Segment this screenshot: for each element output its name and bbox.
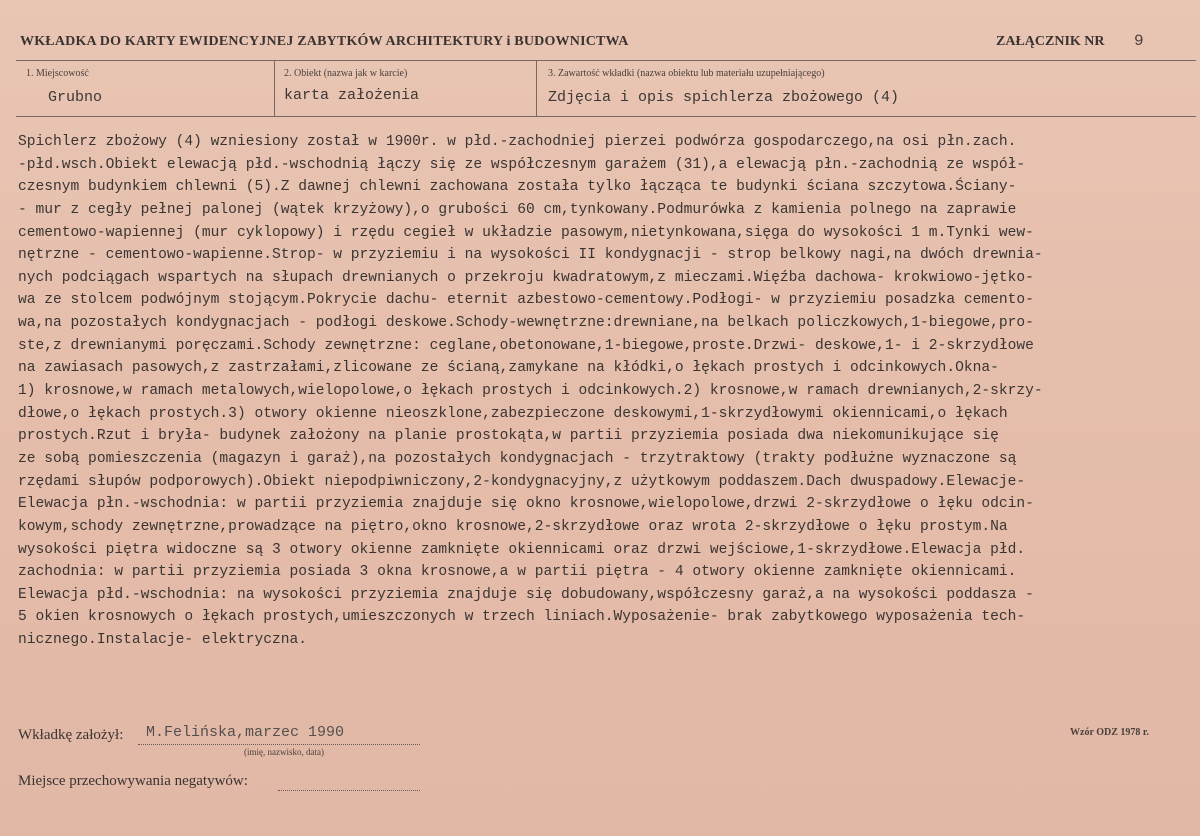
annex-number: 9 (1134, 32, 1144, 50)
card-title: WKŁADKA DO KARTY EWIDENCYJNEJ ZABYTKÓW ARCHITEKTURY i BUDOWNICTWA (20, 34, 629, 49)
description-line: cementowo-wapiennej (mur cyklopowy) i rzędu cegieł w układzie pasowym,nietynkowana,sięga do wysokości 1 m.Tynki wew- (18, 224, 1034, 241)
description-line: - mur z cegły pełnej palonej (wątek krzyżowy),o grubości 60 cm,tynkowany.Podmurówka z kamienia polnego na zaprawie (18, 201, 1017, 218)
description-line: wysokości piętra widoczne są 3 otwory okienne zamknięte okiennicami oraz drzwi wejściowe,1-skrzydłowe.Elewacja płd. (18, 541, 1026, 558)
description-line: zachodnia: w partii przyziemia posiada 3 okna krosnowe,a w partii piętra - 4 otwory okienne zamknięte okiennicami. (18, 564, 1017, 581)
description-line: czesnym budynkiem chlewni (5).Z dawnej chlewni zachowana została tylko łącząca te budynki ściana szczytowa.Ściany- (18, 179, 1017, 196)
author-hint: (imię, nazwisko, data) (244, 747, 324, 757)
description-line: Elewacja płd.-wschodnia: na wysokości przyziemia znajduje się dobudowany,współczesny garaż,a na wysokości poddasza - (18, 586, 1034, 603)
description-line: nicznego.Instalacje- elektryczna. (18, 632, 308, 649)
annex-label: ZAŁĄCZNIK NR (996, 34, 1105, 49)
author-dotted-line (138, 744, 420, 745)
field-divider-2 (536, 60, 537, 116)
header-divider-top (16, 60, 1196, 61)
description-line: 1) krosnowe,w ramach metalowych,wielopolowe,o łękach prostych i odcinkowych.2) krosnowe,w ramach drewnianych,2-skrzy- (18, 383, 1043, 400)
pattern-note: Wzór ODZ 1978 r. (1070, 727, 1149, 738)
description-line: kowym,schody zewnętrzne,prowadzące na piętro,okno krosnowe,2-skrzydłowe oraz wrota 2-skrzydłowe o łęku prostym.Na (18, 518, 1008, 535)
locality-label: 1. Miejscowość (26, 68, 89, 79)
description-line: nętrzne - cementowo-wapienne.Strop- w przyziemiu i na wysokości II kondygnacji - strop belkowy nagi,na dwóch drewnia- (18, 247, 1043, 264)
description-line: prostych.Rzut i bryła- budynek założony na planie prostokąta,w partii przyziemia posiada dwa niekomunikujące się (18, 428, 999, 445)
description-text (18, 131, 1190, 652)
description-line: nych podciągach wspartych na słupach drewnianych o przekroju kwadratowym,z mieczami.Więźba dachowa- krokwiowo-jętko- (18, 269, 1034, 286)
object-value: karta założenia (284, 87, 420, 104)
description-line: na zawiasach pasowych,z zastrzałami,zlicowane ze ścianą,zamykane na kłódki,o łękach prostych i odcinkowych.Okna- (18, 360, 999, 377)
description-line: Spichlerz zbożowy (4) wzniesiony został w 1900r. w płd.-zachodniej pierzei podwórza gospodarczego,na osi płn.zach. (18, 134, 1017, 150)
content-value: Zdjęcia i opis spichlerza zbożowego (4) (548, 89, 900, 106)
description-line: dłowe,o łękach prostych.3) otwory okienne nieoszklone,zabezpieczone deskowymi,1-skrzydłowymi okiennicami,o łękach (18, 405, 1008, 422)
description-line: 5 okien krosnowych o łękach prostych,umieszczonych w trzech liniach.Wyposażenie- brak zabytkowego wyposażenia tech- (18, 609, 1026, 626)
negatives-label: Miejsce przechowywania negatywów: (18, 773, 248, 789)
author-label: Wkładkę założył: (18, 727, 124, 743)
description-line: ste,z drewnianymi poręczami.Schody zewnętrzne: ceglane,obetonowane,1-biegowe,proste.Drzwi- deskowe,1- i 2-skrzydłowe (18, 337, 1034, 354)
description-line: rzędami słupów podporowych).Obiekt niepodpiwniczony,2-kondygnacyjny,z użytkowym poddaszem.Dach dwuspadowy.Elewacje- (18, 473, 1026, 490)
description-line: -płd.wsch.Obiekt elewacją płd.-wschodnią łączy się ze współczesnym garażem (31),a elewacją płn.-zachodnią ze współ- (18, 156, 1026, 173)
description-line: Elewacja płn.-wschodnia: w partii przyziemia znajduje się okno krosnowe,wielopolowe,drzwi 2-skrzydłowe o łęku odcin- (18, 496, 1034, 513)
description-line: wa ze stolcem podwójnym stojącym.Pokrycie dachu- eternit azbestowo-cementowy.Podłogi- w przyziemiu posadzka cemento- (18, 292, 1034, 309)
description-line: ze sobą pomieszczenia (magazyn i garaż),na pozostałych kondygnacjach - trzytraktowy (trakty podłużne wyznaczone są (18, 450, 1017, 467)
negatives-dotted-line (278, 790, 420, 791)
field-divider-1 (274, 60, 275, 116)
description-line: wa,na pozostałych kondygnacjach - podłogi deskowe.Schody-wewnętrzne:drewniane,na belkach policzkowych,1-biegowe,pro- (18, 315, 1034, 332)
header-divider-bottom (16, 116, 1196, 117)
object-label: 2. Obiekt (nazwa jak w karcie) (284, 68, 408, 79)
content-label: 3. Zawartość wkładki (nazwa obiektu lub materiału uzupełniającego) (548, 68, 825, 79)
author-value: M.Felińska,marzec 1990 (146, 724, 345, 741)
locality-value: Grubno (48, 89, 103, 106)
